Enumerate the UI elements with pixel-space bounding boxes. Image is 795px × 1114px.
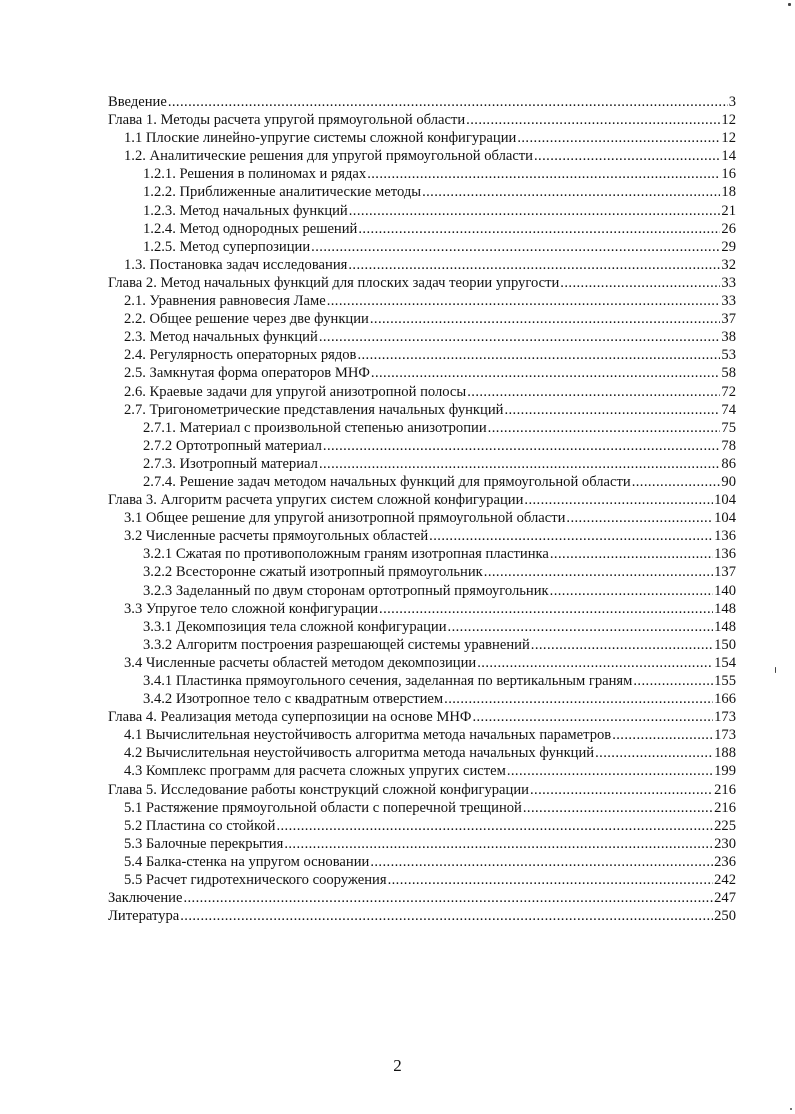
toc-entry-title: 3.2.2 Всесторонне сжатый изотропный прямоугольник bbox=[143, 564, 483, 581]
toc-entry-page: 166 bbox=[714, 691, 736, 708]
toc-dot-leader bbox=[504, 401, 720, 419]
page-number: 2 bbox=[393, 1056, 402, 1075]
toc-entry-page: 148 bbox=[714, 618, 736, 635]
toc-entry-title: 3.3 Упругое тело сложной конфигурации bbox=[124, 600, 379, 617]
toc-dot-leader bbox=[507, 762, 713, 780]
toc-entry bbox=[108, 762, 736, 780]
toc-dot-leader bbox=[388, 871, 714, 889]
toc-entry-title: 2.6. Краевые задачи для упругой анизотропной полосы bbox=[124, 383, 467, 400]
toc-entry-title: 5.5 Расчет гидротехнического сооружения bbox=[124, 872, 387, 889]
toc-entry-page: 216 bbox=[714, 799, 736, 816]
toc-entry-title: 2.3. Метод начальных функций bbox=[124, 329, 318, 346]
toc-entry-page: 104 bbox=[714, 492, 736, 509]
toc-dot-leader bbox=[444, 690, 713, 708]
toc-entry-page: 53 bbox=[721, 347, 736, 364]
toc-dot-leader bbox=[517, 129, 720, 147]
toc-entry-page: 58 bbox=[721, 365, 736, 382]
toc-entry-title: 3.4.1 Пластинка прямоугольного сечения, заделанная по вертикальным граням bbox=[143, 673, 633, 689]
toc-dot-leader bbox=[448, 618, 714, 636]
toc-entry bbox=[108, 147, 736, 165]
toc-entry-page: 216 bbox=[714, 781, 736, 798]
toc-dot-leader bbox=[370, 310, 721, 328]
toc-entry-page: 250 bbox=[714, 908, 736, 925]
toc-entry-title: Заключение bbox=[108, 890, 183, 907]
toc-entry bbox=[108, 509, 736, 527]
toc-entry-title: 5.3 Балочные перекрытия bbox=[124, 835, 284, 852]
toc-entry bbox=[108, 835, 736, 853]
toc-entry bbox=[108, 165, 736, 183]
toc-entry-title: 2.1. Уравнения равновесия Ламе bbox=[124, 293, 326, 310]
toc-entry-page: 173 bbox=[714, 709, 736, 726]
toc-entry bbox=[108, 256, 736, 274]
toc-entry-page: 26 bbox=[721, 220, 736, 237]
toc-entry-title: 1.1 Плоские линейно-упругие системы сложной конфигурации bbox=[124, 130, 517, 147]
toc-entry bbox=[108, 744, 736, 762]
toc-entry bbox=[108, 401, 736, 419]
toc-entry-title: 2.7. Тригонометрические представления начальных функций bbox=[124, 401, 504, 418]
toc-entry bbox=[108, 238, 736, 256]
toc-entry bbox=[108, 636, 736, 654]
toc-dot-leader bbox=[524, 491, 713, 509]
toc-entry bbox=[108, 202, 736, 220]
toc-dot-leader bbox=[276, 817, 713, 835]
toc-entry-title: 2.4. Регулярность операторных рядов bbox=[124, 347, 357, 364]
toc-entry bbox=[108, 220, 736, 238]
toc-entry-page: 148 bbox=[714, 600, 736, 617]
toc-dot-leader bbox=[523, 799, 713, 817]
toc-entry-page: 32 bbox=[721, 256, 736, 273]
toc-dot-leader bbox=[534, 147, 720, 165]
toc-dot-leader bbox=[311, 238, 720, 256]
toc-entry-page: 230 bbox=[714, 835, 736, 852]
toc-entry-title: 3.2.1 Сжатая по противоположным граням изотропная пластинка bbox=[143, 546, 549, 563]
toc-entry bbox=[108, 346, 736, 364]
toc-entry-page: 33 bbox=[721, 293, 736, 310]
toc-entry-title: 5.1 Растяжение прямоугольной области с поперечной трещиной bbox=[124, 799, 522, 816]
toc-entry bbox=[108, 364, 736, 382]
toc-entry-page: 33 bbox=[721, 274, 736, 291]
toc-entry-page: 150 bbox=[714, 636, 736, 653]
toc-entry-page: 140 bbox=[714, 582, 736, 599]
toc-dot-leader bbox=[566, 509, 713, 527]
toc-dot-leader bbox=[358, 220, 720, 238]
toc-entry bbox=[108, 708, 736, 726]
toc-entry bbox=[108, 871, 736, 889]
toc-entry-page: 38 bbox=[721, 329, 736, 346]
toc-entry bbox=[108, 690, 736, 708]
toc-dot-leader bbox=[422, 183, 720, 201]
toc-entry-title: 3.2.3 Заделанный по двум сторонам ортотропный прямоугольник bbox=[143, 582, 549, 599]
toc-entry-page: 86 bbox=[721, 455, 736, 472]
toc-dot-leader bbox=[370, 853, 713, 871]
toc-entry-title: 1.2. Аналитические решения для упругой прямоугольной области bbox=[124, 148, 533, 165]
toc-entry-title: Глава 2. Метод начальных функций для плоских задач теории упругости bbox=[108, 274, 560, 291]
toc-entry-page: 74 bbox=[721, 401, 736, 418]
toc-entry bbox=[108, 889, 736, 907]
toc-entry-page: 16 bbox=[721, 166, 736, 183]
toc-dot-leader bbox=[323, 437, 721, 455]
toc-dot-leader bbox=[488, 419, 721, 437]
toc-entry-title: 4.2 Вычислительная неустойчивость алгоритма метода начальных функций bbox=[124, 745, 595, 762]
toc-entry bbox=[108, 491, 736, 509]
toc-entry-page: 188 bbox=[714, 745, 736, 762]
toc-entry-title: Глава 4. Реализация метода суперпозиции на основе МНФ bbox=[108, 709, 472, 726]
toc-dot-leader bbox=[530, 781, 713, 799]
toc-dot-leader bbox=[632, 473, 721, 491]
toc-entry-title: 3.3.1 Декомпозиция тела сложной конфигурации bbox=[143, 618, 447, 635]
toc-entry bbox=[108, 672, 736, 690]
table-of-contents bbox=[108, 93, 736, 925]
toc-dot-leader bbox=[379, 600, 713, 618]
toc-entry bbox=[108, 726, 736, 744]
toc-entry bbox=[108, 781, 736, 799]
toc-entry-page: 18 bbox=[721, 184, 736, 201]
toc-dot-leader bbox=[484, 563, 713, 581]
toc-dot-leader bbox=[633, 672, 713, 690]
scan-speck bbox=[775, 667, 776, 673]
toc-entry bbox=[108, 527, 736, 545]
toc-dot-leader bbox=[327, 292, 721, 310]
toc-entry-title: 2.2. Общее решение через две функции bbox=[124, 311, 369, 328]
toc-entry bbox=[108, 455, 736, 473]
toc-entry bbox=[108, 310, 736, 328]
toc-entry bbox=[108, 600, 736, 618]
toc-entry-page: 155 bbox=[714, 673, 736, 689]
scan-speck bbox=[790, 1108, 792, 1110]
toc-entry-page: 136 bbox=[714, 546, 736, 563]
toc-dot-leader bbox=[319, 328, 721, 346]
toc-entry-title: 2.7.3. Изотропный материал bbox=[143, 455, 318, 472]
toc-entry bbox=[108, 93, 736, 111]
toc-dot-leader bbox=[472, 708, 713, 726]
toc-dot-leader bbox=[466, 111, 720, 129]
toc-entry-page: 173 bbox=[714, 727, 736, 744]
toc-entry bbox=[108, 129, 736, 147]
toc-entry bbox=[108, 817, 736, 835]
toc-entry-title: 2.7.4. Решение задач методом начальных функций для прямоугольной области bbox=[143, 473, 631, 490]
toc-entry-title: 2.7.2 Ортотропный материал bbox=[143, 437, 322, 454]
toc-dot-leader bbox=[180, 907, 713, 925]
toc-entry-page: 137 bbox=[714, 564, 736, 581]
toc-entry-title: 3.2 Численные расчеты прямоугольных областей bbox=[124, 528, 429, 545]
toc-entry-title: 1.2.1. Решения в полиномах и рядах bbox=[143, 166, 367, 183]
toc-entry bbox=[108, 563, 736, 581]
toc-dot-leader bbox=[467, 383, 720, 401]
toc-entry-page: 225 bbox=[714, 817, 736, 834]
toc-entry bbox=[108, 853, 736, 871]
toc-entry-page: 247 bbox=[714, 890, 736, 907]
toc-entry-title: 3.4 Численные расчеты областей методом декомпозиции bbox=[124, 654, 477, 671]
toc-dot-leader bbox=[612, 726, 713, 744]
toc-entry bbox=[108, 473, 736, 491]
toc-entry bbox=[108, 328, 736, 346]
toc-entry-title: 1.2.5. Метод суперпозиции bbox=[143, 238, 311, 255]
scan-speck bbox=[788, 3, 791, 6]
toc-entry-page: 199 bbox=[714, 763, 736, 780]
toc-dot-leader bbox=[550, 582, 713, 600]
toc-entry-title: Глава 1. Методы расчета упругой прямоугольной области bbox=[108, 112, 466, 129]
toc-entry-page: 12 bbox=[721, 112, 736, 129]
toc-entry bbox=[108, 618, 736, 636]
toc-entry-title: 5.2 Пластина со стойкой bbox=[124, 817, 276, 834]
toc-dot-leader bbox=[429, 527, 713, 545]
toc-entry-title: 2.7.1. Материал с произвольной степенью анизотропии bbox=[143, 419, 487, 436]
toc-entry-page: 104 bbox=[714, 510, 736, 527]
toc-entry-page: 242 bbox=[714, 872, 736, 889]
toc-entry bbox=[108, 111, 736, 129]
toc-dot-leader bbox=[595, 744, 713, 762]
toc-entry-title: Введение bbox=[108, 94, 167, 110]
toc-dot-leader bbox=[367, 165, 720, 183]
toc-entry-page: 136 bbox=[714, 528, 736, 545]
toc-entry bbox=[108, 383, 736, 401]
toc-entry bbox=[108, 582, 736, 600]
toc-dot-leader bbox=[349, 202, 721, 220]
toc-entry bbox=[108, 907, 736, 925]
toc-entry-page: 90 bbox=[721, 473, 736, 490]
toc-entry-title: 2.5. Замкнутая форма операторов МНФ bbox=[124, 365, 370, 382]
toc-dot-leader bbox=[560, 274, 720, 292]
toc-entry-title: 4.3 Комплекс программ для расчета сложных упругих систем bbox=[124, 763, 506, 780]
toc-entry bbox=[108, 292, 736, 310]
toc-entry-title: 5.4 Балка-стенка на упругом основании bbox=[124, 853, 370, 870]
toc-entry bbox=[108, 183, 736, 201]
toc-entry bbox=[108, 274, 736, 292]
toc-entry-title: Литература bbox=[108, 908, 180, 925]
toc-entry bbox=[108, 799, 736, 817]
toc-entry-page: 3 bbox=[728, 94, 736, 110]
toc-entry-page: 21 bbox=[721, 202, 736, 219]
toc-entry-page: 72 bbox=[721, 383, 736, 400]
toc-dot-leader bbox=[477, 654, 713, 672]
toc-entry-page: 78 bbox=[721, 437, 736, 454]
toc-entry-title: 3.4.2 Изотропное тело с квадратным отверстием bbox=[143, 691, 444, 708]
toc-entry-title: Глава 3. Алгоритм расчета упругих систем сложной конфигурации bbox=[108, 492, 524, 509]
toc-entry bbox=[108, 545, 736, 563]
toc-dot-leader bbox=[550, 545, 713, 563]
toc-entry bbox=[108, 437, 736, 455]
toc-entry-page: 37 bbox=[721, 311, 736, 328]
toc-entry-title: 4.1 Вычислительная неустойчивость алгоритма метода начальных параметров bbox=[124, 727, 612, 744]
toc-entry bbox=[108, 654, 736, 672]
toc-entry-page: 154 bbox=[714, 654, 736, 671]
toc-entry-page: 12 bbox=[721, 130, 736, 147]
toc-dot-leader bbox=[284, 835, 713, 853]
toc-entry-page: 14 bbox=[721, 148, 736, 165]
toc-entry-title: 1.2.3. Метод начальных функций bbox=[143, 202, 348, 219]
toc-entry bbox=[108, 419, 736, 437]
toc-dot-leader bbox=[168, 93, 728, 111]
toc-entry-title: Глава 5. Исследование работы конструкций сложной конфигурации bbox=[108, 781, 529, 798]
toc-entry-page: 75 bbox=[721, 419, 736, 436]
toc-dot-leader bbox=[348, 256, 720, 274]
toc-entry-title: 3.1 Общее решение для упругой анизотропной прямоугольной области bbox=[124, 510, 566, 527]
toc-dot-leader bbox=[531, 636, 713, 654]
toc-dot-leader bbox=[371, 364, 721, 382]
toc-entry-title: 1.3. Постановка задач исследования bbox=[124, 256, 348, 273]
toc-entry-title: 3.3.2 Алгоритм построения разрешающей системы уравнений bbox=[143, 636, 530, 653]
toc-dot-leader bbox=[357, 346, 720, 364]
toc-entry-page: 29 bbox=[721, 238, 736, 255]
toc-entry-page: 236 bbox=[714, 853, 736, 870]
toc-dot-leader bbox=[183, 889, 713, 907]
toc-entry-title: 1.2.2. Приближенные аналитические методы bbox=[143, 184, 422, 201]
toc-entry-title: 1.2.4. Метод однородных решений bbox=[143, 220, 358, 237]
toc-dot-leader bbox=[319, 455, 720, 473]
